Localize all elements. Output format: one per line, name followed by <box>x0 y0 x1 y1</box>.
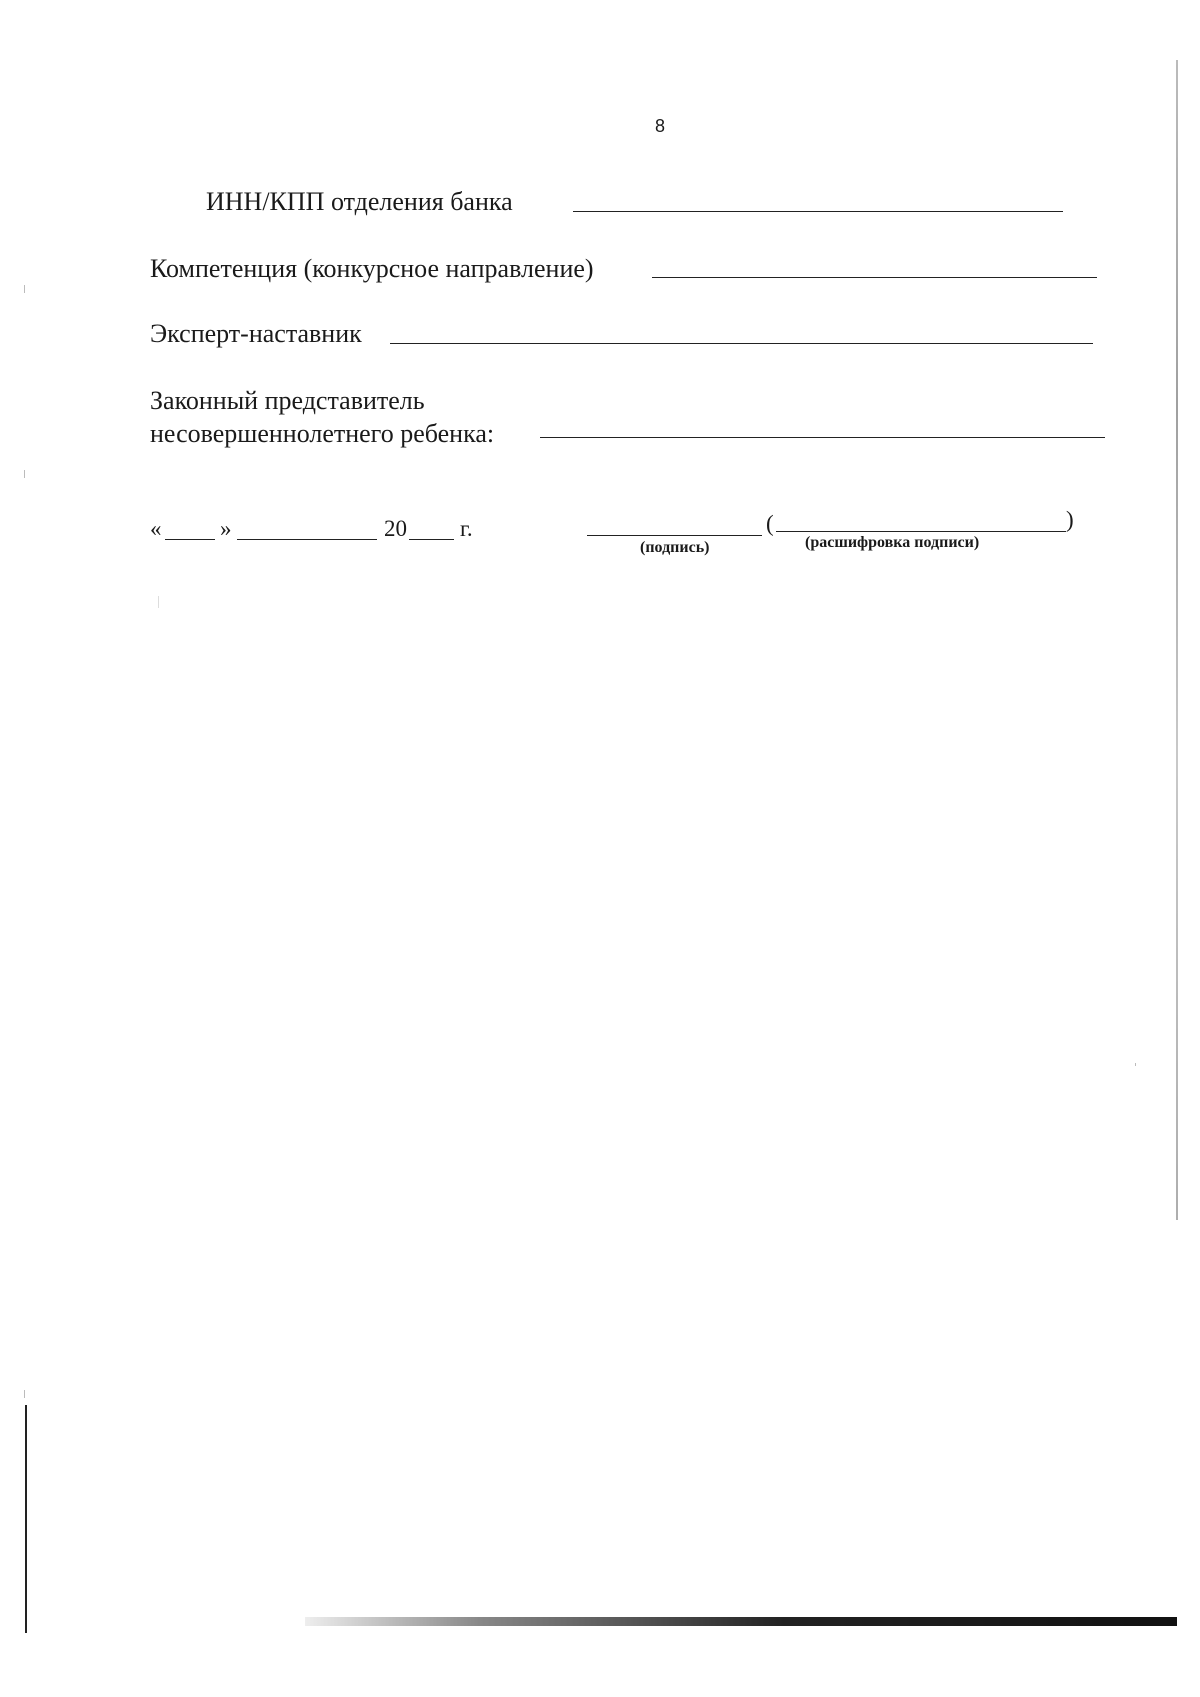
decode-open-paren: ( <box>766 511 774 536</box>
scan-edge-right <box>1176 60 1178 1220</box>
date-open-quote: « <box>150 516 162 541</box>
expert-mentor-blank <box>390 343 1093 344</box>
inn-kpp-blank <box>573 211 1063 212</box>
scan-speck <box>24 1390 25 1398</box>
page-number: 8 <box>655 116 666 136</box>
representative-label-line1: Законный представитель <box>150 386 425 415</box>
date-year-suffix: г. <box>460 516 473 541</box>
scan-speck <box>24 285 25 293</box>
scan-speck <box>158 596 159 608</box>
date-close-quote: » <box>220 516 232 541</box>
representative-blank <box>540 437 1105 438</box>
decode-close-paren: ) <box>1066 507 1074 532</box>
inn-kpp-label: ИНН/КПП отделения банка <box>206 187 513 216</box>
signature-caption: (подпись) <box>640 539 710 556</box>
date-year-blank <box>409 539 454 540</box>
date-month-blank <box>237 539 377 540</box>
decode-caption: (расшифровка подписи) <box>805 534 980 551</box>
expert-mentor-label: Эксперт-наставник <box>150 319 362 348</box>
scan-speck <box>24 470 25 478</box>
signature-blank <box>587 535 762 536</box>
competence-blank <box>652 277 1097 278</box>
representative-label-line2: несовершеннолетнего ребенка: <box>150 419 495 448</box>
scan-edge-left <box>25 1405 27 1633</box>
date-day-blank <box>165 539 215 540</box>
date-year-prefix: 20 <box>384 516 407 541</box>
competence-label: Компетенция (конкурсное направление) <box>150 254 594 283</box>
decode-blank <box>776 531 1066 532</box>
scan-edge-bottom <box>305 1617 1177 1626</box>
scan-speck <box>1135 1063 1136 1066</box>
